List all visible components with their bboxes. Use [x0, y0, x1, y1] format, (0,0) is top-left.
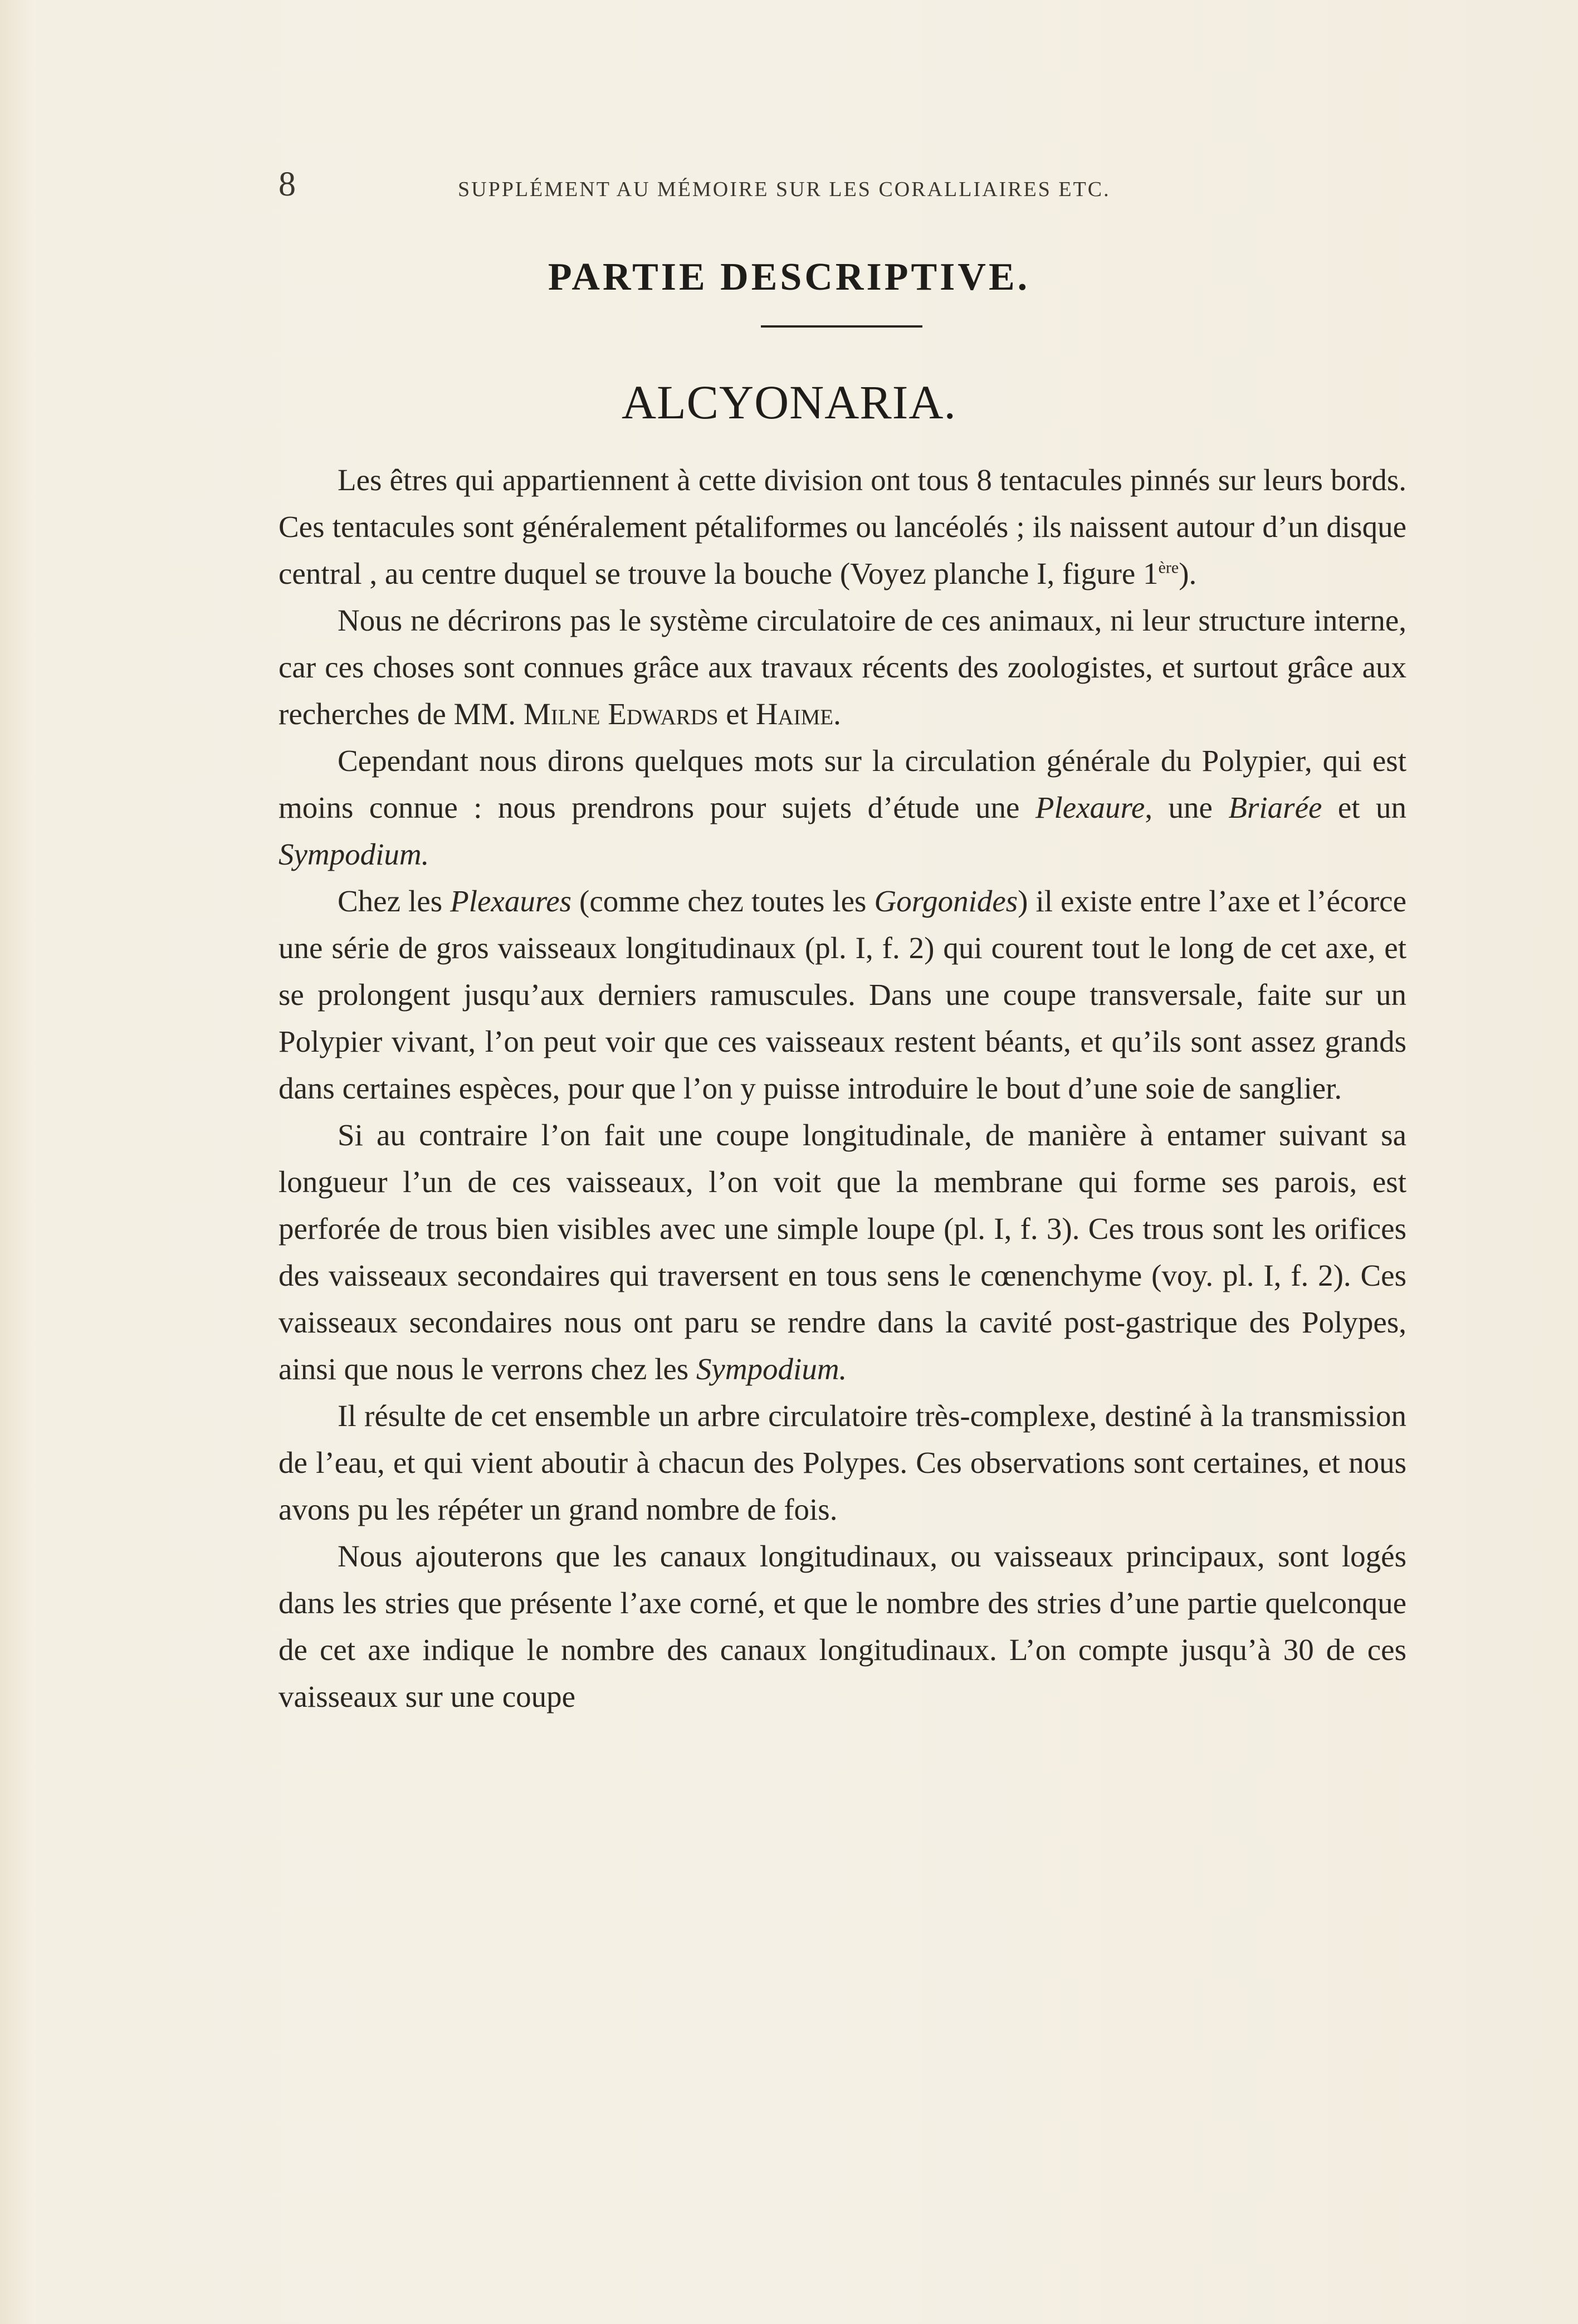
paragraph-1: Les êtres qui appartiennent à cette division ont tous 8 tentacules pinnés sur leurs bords. Ces tentacules sont généralement pétaliformes ou lancéolés ; ils naissent autour d’un disque central , au centre duquel se trouve la bouche (Voyez planche I, figure 1ère).: [279, 463, 1406, 590]
taxon-name: Briarée: [1228, 790, 1322, 824]
taxon-name: Plexaures: [450, 884, 572, 918]
author-name: Milne Edwards: [523, 697, 719, 731]
paragraph-6: Il résulte de cet ensemble un arbre circulatoire très-complexe, destiné à la transmission de l’eau, et qui vient aboutir à chacun des Polypes. Ces observations sont certaines, et nous avons pu les répéter un grand nombre de fois.: [279, 1399, 1406, 1526]
paragraph-7: Nous ajouterons que les canaux longitudinaux, ou vaisseaux principaux, sont logés dans les stries que présente l’axe corné, et que le nombre des stries d’une partie quelconque de cet axe indique le nombre des canaux longitudinaux. L’on compte jusqu’à 30 de ces vaisseaux sur une coupe: [279, 1539, 1406, 1713]
taxon-name: Sympodium.: [279, 837, 429, 871]
taxon-name: Sympodium.: [696, 1352, 847, 1386]
paragraph-5: Si au contraire l’on fait une coupe longitudinale, de manière à entamer suivant sa longueur l’un de ces vaisseaux, l’on voit que la membrane qui forme ses parois, est perforée de trous bien visibles avec une simple loupe (pl. I, f. 3). Ces trous sont les orifices des vaisseaux secondaires qui traversent en tous sens le cœnenchyme (voy. pl. I, f. 2). Ces vaisseaux secondaires nous ont paru se rendre dans la cavité post-gastrique des Polypes, ainsi que nous le verrons chez les Sympodium.: [279, 1118, 1406, 1386]
part-title: PARTIE DESCRIPTIVE.: [548, 256, 1030, 299]
paragraph-2: Nous ne décrirons pas le système circulatoire de ces animaux, ni leur structure interne, car ces choses sont connues grâce aux travaux récents des zoologistes, et surtout grâce aux recherches de MM. Milne Edwards et Haime.: [279, 603, 1406, 731]
page-header: [279, 165, 1248, 209]
paragraph-3: Cependant nous dirons quelques mots sur la circulation générale du Polypier, qui est moins connue : nous prendrons pour sujets d’étude une Plexaure, une Briarée et un Sympodium.: [279, 744, 1406, 871]
taxon-name: Gorgonides: [874, 884, 1018, 918]
page-number: 8: [279, 165, 296, 203]
taxon-name: Plexaure: [1035, 790, 1145, 824]
title-divider: [761, 325, 922, 328]
running-head: SUPPLÉMENT AU MÉMOIRE SUR LES CORALLIAIRES ETC.: [458, 178, 1111, 201]
author-name: Haime: [755, 697, 834, 731]
section-title: ALCYONARIA.: [621, 375, 957, 429]
paragraph-4: Chez les Plexaures (comme chez toutes les Gorgonides) il existe entre l’axe et l’écorce une série de gros vaisseaux longitudinaux (pl. I, f. 2) qui courent tout le long de cet axe, et se prolongent jusqu’aux derniers ramuscules. Dans une coupe transversale, faite sur un Polypier vivant, l’on peut voir que ces vaisseaux restent béants, et qu’ils sont assez grands dans certaines espèces, pour que l’on y puisse introduire le bout d’une soie de sanglier.: [279, 884, 1406, 1105]
body-text: [279, 457, 1406, 1720]
